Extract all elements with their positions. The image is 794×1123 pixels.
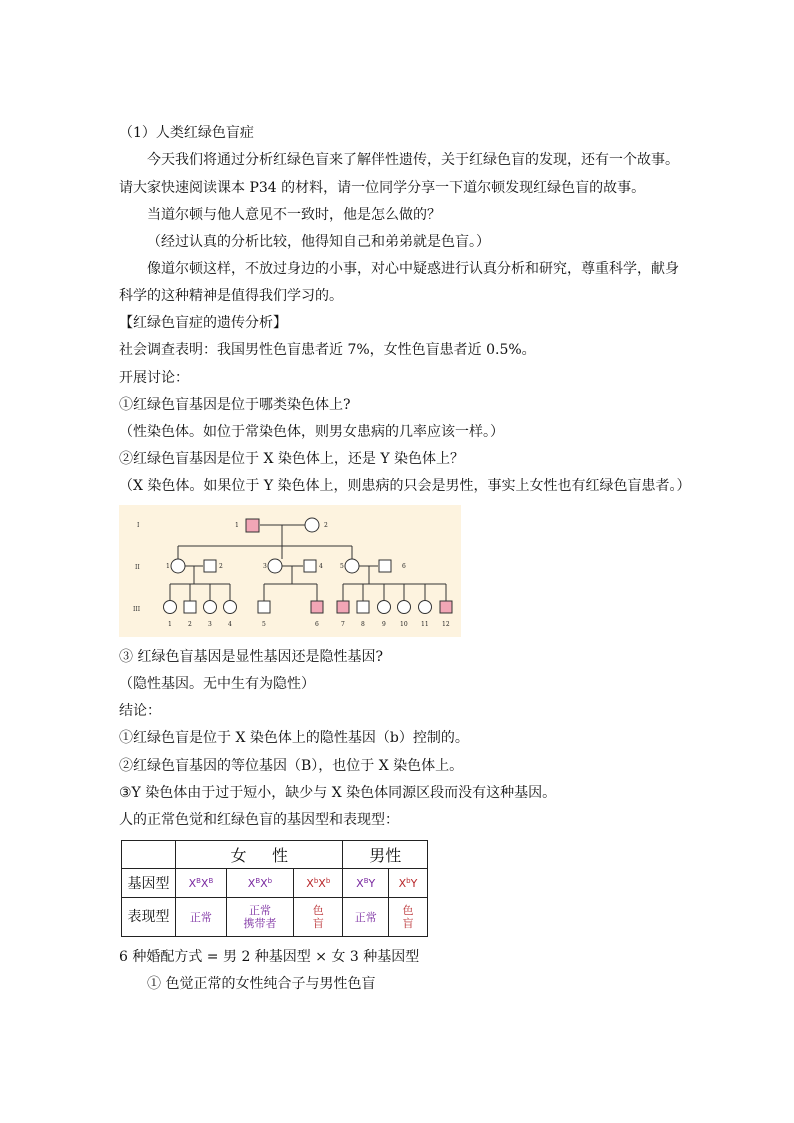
pedigree-ii2-male <box>204 560 216 572</box>
genotype-XBY: $X^BY$ <box>343 869 388 898</box>
label-iii11: 11 <box>421 621 429 628</box>
conclusion-1: ①红绿色盲是位于 X 染色体上的隐性基因（b）控制的。 <box>119 730 469 746</box>
genotype-XbY: $X^bY$ <box>388 869 427 898</box>
conclusion-3: ③Y 染色体由于过于短小，缺少与 X 染色体同源区段而没有这种基因。 <box>119 785 557 801</box>
generation-label-iii: III <box>133 606 141 613</box>
answer-3: （隐性基因。无中生有为隐性） <box>119 676 315 692</box>
genotype-phenotype-table <box>121 840 428 937</box>
pedigree-i2-female <box>305 518 319 532</box>
label-ii6: 6 <box>402 563 406 570</box>
label-iii9: 9 <box>382 621 386 628</box>
label-iii4: 4 <box>228 621 232 628</box>
pedigree-iii10-female <box>398 601 411 614</box>
pedigree-iii9-female <box>378 601 391 614</box>
pedigree-ii1-female <box>171 559 185 573</box>
table-corner-cell <box>122 841 176 869</box>
pedigree-iii6-male-affected <box>311 601 323 613</box>
pedigree-ii3-female <box>268 559 282 573</box>
section-heading: 【红绿色盲症的遗传分析】 <box>119 315 287 331</box>
marriage-type-1: ① 色觉正常的女性纯合子与男性色盲 <box>147 976 376 992</box>
pedigree-ii4-male <box>304 560 316 572</box>
label-i1: 1 <box>235 522 239 529</box>
label-iii6: 6 <box>315 621 319 628</box>
label-iii3: 3 <box>208 621 212 628</box>
label-ii4: 4 <box>319 563 323 570</box>
phenotype-row-label: 表现型 <box>122 898 176 937</box>
label-i2: 2 <box>324 522 328 529</box>
phenotype-female-carrier: 正常 携带者 <box>226 898 293 937</box>
pedigree-iii7-male-affected <box>337 601 349 613</box>
label-iii10: 10 <box>400 621 408 628</box>
pedigree-iii8-male <box>357 601 369 613</box>
generation-label-i: I <box>137 522 140 529</box>
paragraph-2: 当道尔顿与他人意见不一致时，他是怎么做的？ <box>147 207 441 223</box>
paragraph-1b: 请大家快速阅读课本 P34 的材料，请一位同学分享一下道尔顿发现红绿色盲的故事。 <box>119 180 646 196</box>
label-ii5: 5 <box>340 563 344 570</box>
paragraph-4a: 像道尔顿这样，不放过身边的小事，对心中疑惑进行认真分析和研究，尊重科学，献身 <box>147 261 679 277</box>
conclusion-2: ②红绿色盲基因的等位基因（B），也位于 X 染色体上。 <box>119 758 464 774</box>
label-ii3: 3 <box>263 563 267 570</box>
genotype-row-label: 基因型 <box>122 869 176 898</box>
pedigree-iii11-female <box>419 601 432 614</box>
answer-1: （性染色体。如位于常染色体，则男女患病的几率应该一样。） <box>119 424 504 440</box>
male-header: 男性 <box>343 841 428 869</box>
pedigree-i1-male-affected <box>246 519 259 532</box>
label-ii2: 2 <box>219 563 223 570</box>
phenotype-female-colorblind: 色 盲 <box>294 898 343 937</box>
question-1: ①红绿色盲基因是位于哪类染色体上? <box>119 397 351 413</box>
label-iii12: 12 <box>442 621 450 628</box>
paragraph-4b: 科学的这种精神是值得我们学习的。 <box>119 288 343 304</box>
phenotype-male-normal: 正常 <box>343 898 388 937</box>
pedigree-iii1-female <box>164 601 177 614</box>
label-iii8: 8 <box>361 621 365 628</box>
question-3: ③ 红绿色盲基因是显性基因还是隐性基因? <box>119 649 383 665</box>
marriage-types: 6 种婚配方式 = 男 2 种基因型 × 女 3 种基因型 <box>119 949 420 965</box>
paragraph-1a: 今天我们将通过分析红绿色盲来了解伴性遗传，关于红绿色盲的发现，还有一个故事。 <box>147 152 679 168</box>
genotype-XBXb: $X^BX^b$ <box>226 869 293 898</box>
pedigree-iii3-female <box>204 601 217 614</box>
section-title: （1）人类红绿色盲症 <box>119 125 254 141</box>
pedigree-iii12-male-affected <box>440 601 452 613</box>
discussion-label: 开展讨论： <box>119 370 189 386</box>
genotype-XbXb: $X^bX^b$ <box>294 869 343 898</box>
survey-text: 社会调查表明：我国男性色盲患者近 7%，女性色盲患者近 0.5%。 <box>119 342 536 358</box>
label-iii1: 1 <box>168 621 172 628</box>
question-2: ②红绿色盲基因是位于 X 染色体上，还是 Y 染色体上？ <box>119 451 465 467</box>
phenotype-female-normal: 正常 <box>176 898 227 937</box>
pedigree-svg <box>119 505 461 637</box>
table-intro: 人的正常色觉和红绿色盲的基因型和表现型： <box>119 812 399 828</box>
label-iii7: 7 <box>341 621 345 628</box>
genotype-XBXB: $X^BX^B$ <box>176 869 227 898</box>
generation-label-ii: II <box>135 564 140 571</box>
phenotype-male-colorblind: 色 盲 <box>388 898 427 937</box>
pedigree-iii5-male <box>258 601 270 613</box>
paragraph-3: （经过认真的分析比较，他得知自己和弟弟就是色盲。） <box>147 234 490 250</box>
answer-2: （X 染色体。如果位于 Y 染色体上，则患病的只会是男性，事实上女性也有红绿色盲患者。） <box>119 478 691 494</box>
pedigree-ii5-female <box>345 559 359 573</box>
conclusion-label: 结论： <box>119 703 161 719</box>
label-iii2: 2 <box>188 621 192 628</box>
pedigree-iii2-male <box>184 601 196 613</box>
label-ii1: 1 <box>166 563 170 570</box>
pedigree-chart <box>119 505 461 637</box>
pedigree-iii4-female <box>224 601 237 614</box>
pedigree-ii6-male <box>379 560 391 572</box>
label-iii5: 5 <box>262 621 266 628</box>
female-header: 女 性 <box>176 841 343 869</box>
